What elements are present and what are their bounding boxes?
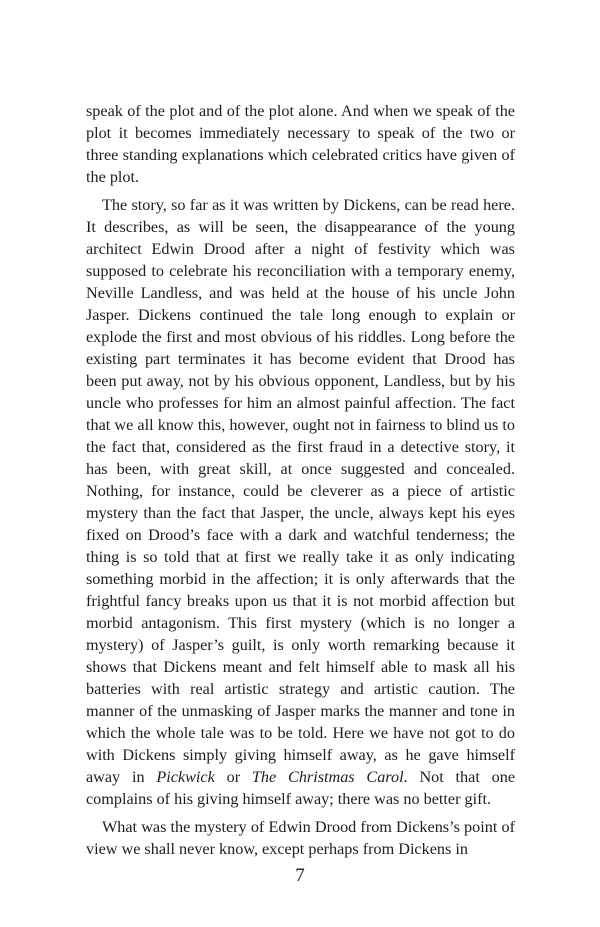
paragraph-2-connector: or: [214, 768, 252, 786]
paragraph-2-tail: . Not that one complains of his giving himself away; there was no better gift.: [86, 768, 516, 808]
book-title-christmas-carol: The Christmas Carol: [251, 768, 404, 786]
book-title-pickwick: Pickwick: [156, 768, 215, 786]
paragraph-2-text: The story, so far as it was written by Dickens, can be read here. It describes, as will be seen, the disappearance of the young architect Edwin Drood after a night of festivity which was supposed to celebrate his reconciliation with a temporary enemy, Neville Landless, and was held at the house of his uncle John Jasper. Dickens continued the tale long enough to explain or explode the first and most obvious of his riddles. Long before the existing part terminates it has become evident that Drood has been put away, not by his obvious opponent, Landless, but by his uncle who professes for him an almost painful affection. The fact that we all know this, however, ought not in fairness to blind us to the fact that, considered as the first fraud in a detective story, it has been, with great skill, at once suggested and concealed. Nothing, for instance, could be cleverer as a piece of artistic mystery than the fact that Jasper, the uncle, always kept his eyes fixed on Drood’s face with a dark and watchful tenderness; the thing is so told that at first we really take it as only indicating something morbid in the affection; it is only afterwards that the frightful fancy breaks upon us that it is not morbid affection but morbid antagonism. This first mystery (which is no longer a mystery) of Jasper’s guilt, is only worth remarking because it shows that Dickens meant and felt himself able to mask all his batteries with real artistic strategy and artistic caution. The manner of the unmasking of Jasper marks the manner and tone in which the whole tale was to be told. Here we have not got to do with Dickens simply giving himself away, as he gave himself away in: [86, 196, 515, 786]
paragraph-1: speak of the plot and of the plot alone. And when we speak of the plot it becomes immediately necessary to speak of the two or three standing explanations which celebrated critics have given of the plot.: [86, 102, 515, 186]
paragraph-3: What was the mystery of Edwin Drood from Dickens’s point of view we shall never know, except perhaps from Dickens in: [86, 818, 515, 858]
page-number: 7: [295, 865, 305, 886]
paragraph-2: [86, 194, 515, 810]
page-body-text: [86, 100, 515, 860]
